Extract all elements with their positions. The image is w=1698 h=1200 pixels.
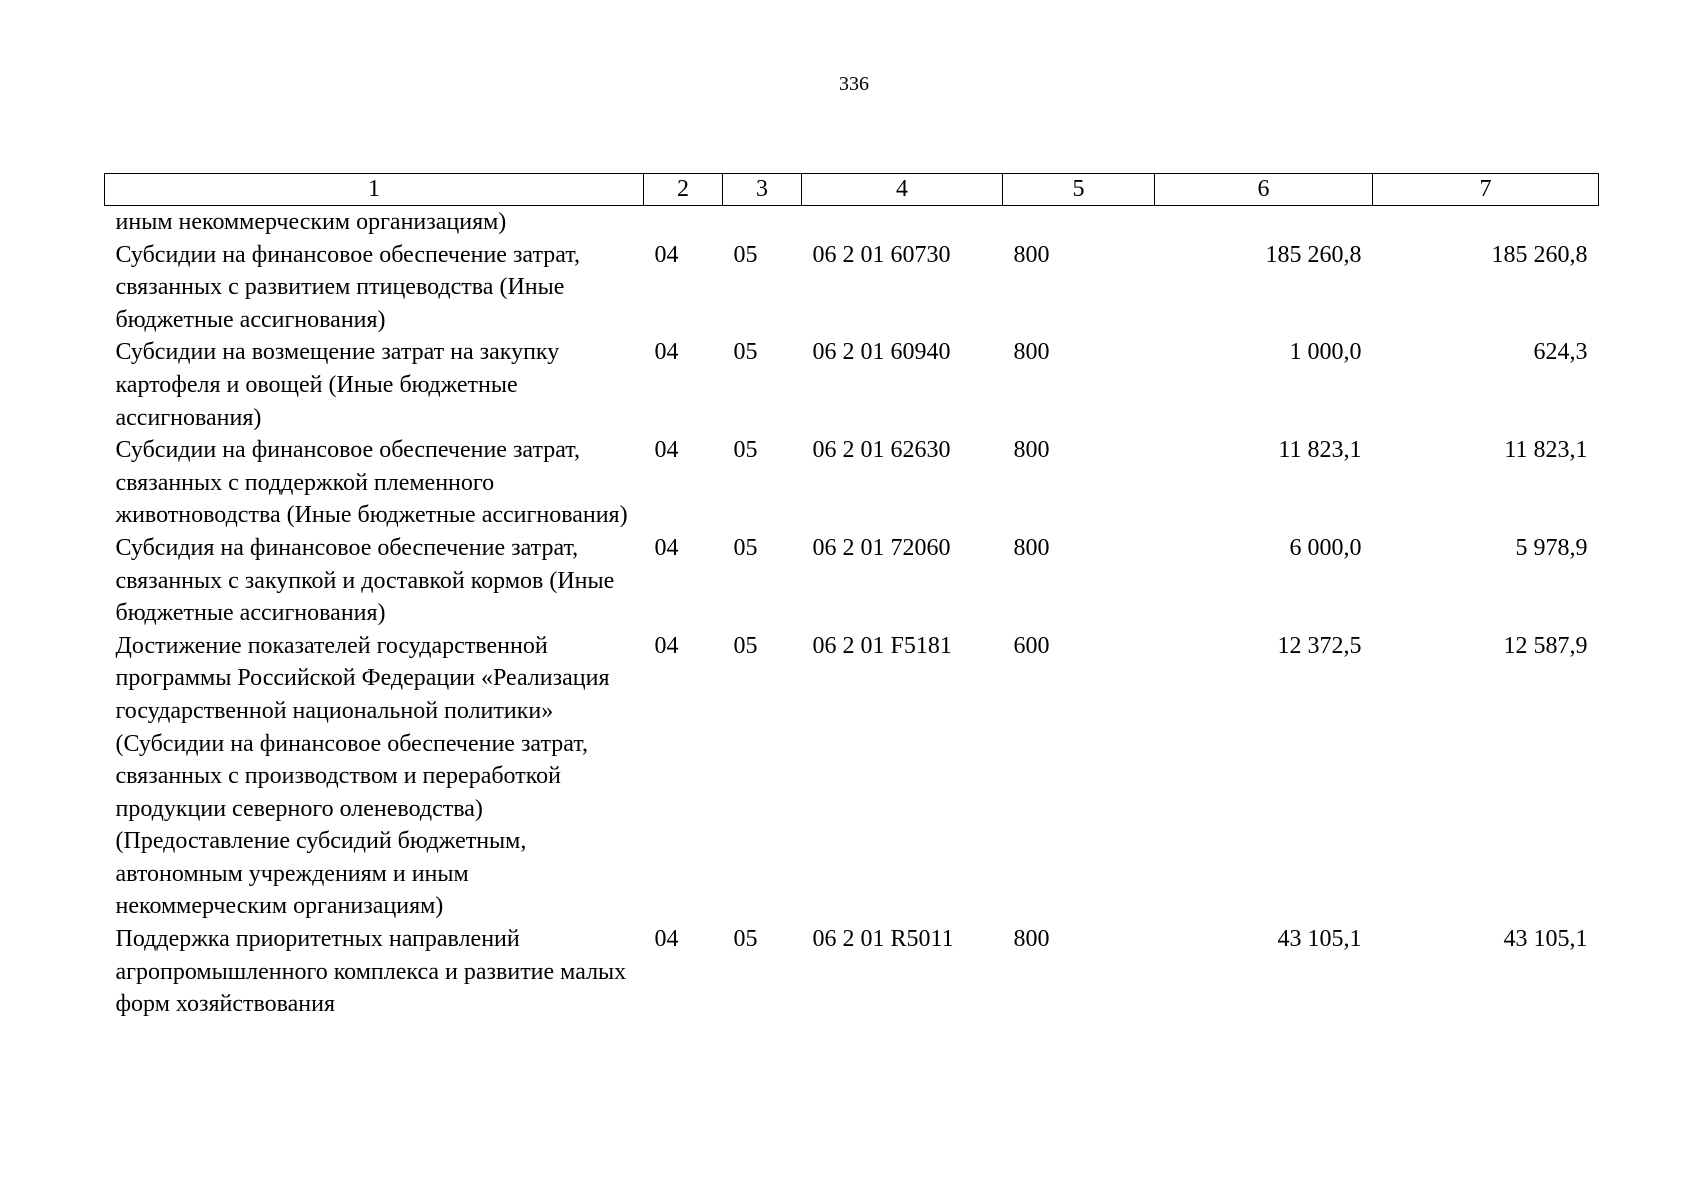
row-csr [802,206,1003,239]
row-podrazdel: 05 [733,437,758,464]
row-razdel: 04 [654,437,679,464]
row-vr: 800 [1013,437,1050,464]
header-col-4: 4 [802,174,1003,206]
row-sum-2: 11 823,1 [1504,437,1588,464]
row-csr: 06 2 01 72060 [812,534,951,561]
row-name: Субсидии на возмещение затрат на закупку картофеля и овощей (Иные бюджетные ассигнования) [115,339,560,431]
table-row [105,336,1599,434]
row-name: Субсидия на финансовое обеспечение затрат, связанных с закупкой и доставкой кормов (Иные бюджетные ассигнования) [115,534,615,627]
row-razdel: 04 [654,632,679,659]
header-col-7: 7 [1373,174,1599,206]
row-sum-2: 624,3 [1533,339,1588,366]
row-vr: 800 [1013,926,1050,953]
row-name: иным некоммерческим организациям) [115,209,507,235]
row-csr: 06 2 01 60940 [812,339,951,366]
header-col-3: 3 [723,174,802,206]
row-name: Субсидии на финансовое обеспечение затрат, связанных с развитием птицеводства (Иные бюджетные ассигнования) [115,241,580,333]
row-vr: 800 [1013,339,1050,366]
row-podrazdel: 05 [733,534,758,561]
table-header [105,174,1599,206]
row-sum-2: 12 587,9 [1503,632,1588,659]
row-sum-1: 6 000,0 [1289,534,1362,561]
page-number: 336 [839,73,869,95]
header-row [105,174,1599,206]
row-podrazdel: 05 [733,632,758,659]
row-razdel [644,206,723,239]
table-row [105,532,1599,630]
table-row [105,923,1599,1021]
table-row [105,434,1599,532]
row-sum-2 [1373,206,1599,239]
row-sum-1: 11 823,1 [1278,437,1362,464]
row-sum-2: 185 260,8 [1491,241,1588,268]
row-vr: 600 [1013,632,1050,659]
row-sum-1 [1155,206,1373,239]
row-vr [1003,206,1155,239]
row-sum-1: 12 372,5 [1277,632,1362,659]
row-razdel: 04 [654,241,679,268]
header-col-5: 5 [1003,174,1155,206]
table-row [105,239,1599,337]
row-csr: 06 2 01 62630 [812,437,951,464]
row-sum-1: 43 105,1 [1277,926,1362,953]
row-name: Субсидии на финансовое обеспечение затрат, связанных с поддержкой племенного животноводства (Иные бюджетные ассигнования) [115,437,628,529]
row-podrazdel: 05 [733,241,758,268]
table-row [105,206,1599,239]
row-podrazdel [723,206,802,239]
row-vr: 800 [1013,534,1050,561]
header-col-6: 6 [1155,174,1373,206]
header-col-1: 1 [105,174,644,206]
row-csr: 06 2 01 R5011 [812,926,954,953]
row-podrazdel: 05 [733,339,758,366]
row-sum-1: 1 000,0 [1289,339,1362,366]
row-razdel: 04 [654,926,679,953]
row-csr: 06 2 01 60730 [812,241,951,268]
row-sum-2: 43 105,1 [1503,926,1588,953]
table-row [105,630,1599,923]
row-razdel: 04 [654,534,679,561]
table-body [105,206,1599,1021]
row-name: Достижение показателей государственной программы Российской Федерации «Реализация государственной национальной политики» (Субсидии на финансовое обеспечение затрат, связанных с производством и переработкой продукции северного оленеводства) (Предоставление субсидий бюджетным, автономным учреждениям и иным некоммерческим организациям) [115,632,610,920]
budget-table [104,173,1599,1021]
row-sum-1: 185 260,8 [1265,241,1362,268]
row-name: Поддержка приоритетных направлений агропромышленного комплекса и развитие малых форм хозяйствования [115,926,627,1018]
row-razdel: 04 [654,339,679,366]
row-csr: 06 2 01 F5181 [812,632,952,659]
row-vr: 800 [1013,241,1050,268]
row-sum-2: 5 978,9 [1515,534,1588,561]
row-podrazdel: 05 [733,926,758,953]
header-col-2: 2 [644,174,723,206]
